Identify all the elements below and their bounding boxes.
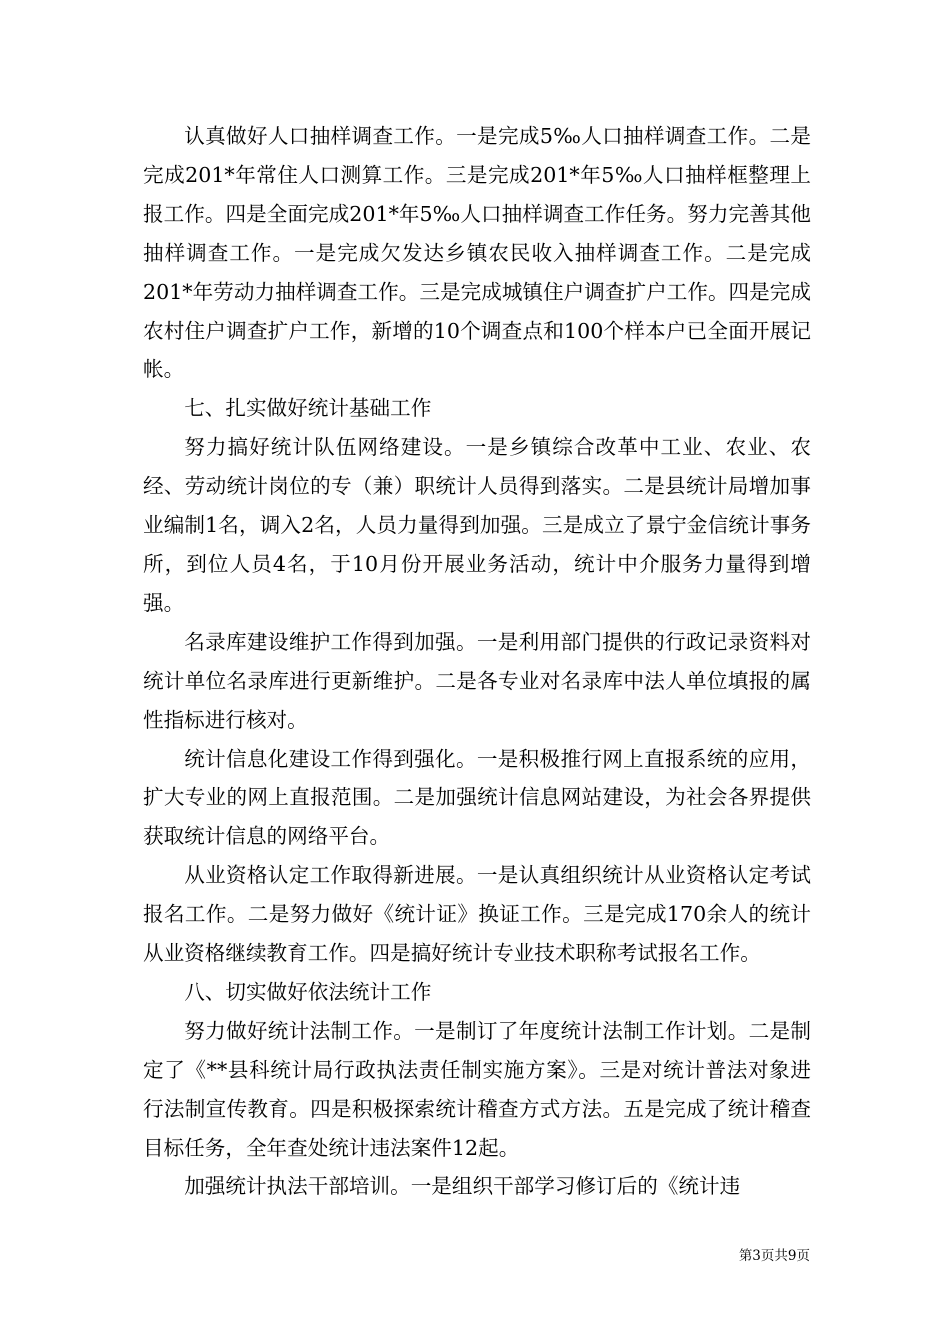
paragraph-population-sampling: 认真做好人口抽样调查工作。一是完成5‰人口抽样调查工作。二是完成201*年常住人口测算工作。三是完成201*年5‰人口抽样框整理上报工作。四是全面完成201*年5‰人口抽样调查工作任务。努力完善其他抽样调查工作。一是完成欠发达乡镇农民收入抽样调查工作。二是完成201*年劳动力抽样调查工作。三是完成城镇住户调查扩户工作。四是完成农村住户调查扩户工作，新增的10个调查点和100个样本户已全面开展记帐。 — [143, 124, 811, 382]
section-heading-eight: 八、切实做好依法统计工作 — [184, 979, 432, 1004]
paragraph-directory-maintenance: 名录库建设维护工作得到加强。一是利用部门提供的行政记录资料对统计单位名录库进行更新维护。二是各专业对名录库中法人单位填报的属性指标进行核对。 — [143, 629, 811, 732]
section-heading-seven: 七、扎实做好统计基础工作 — [184, 396, 432, 421]
paragraph-legal-work: 努力做好统计法制工作。一是制订了年度统计法制工作计划。二是制定了《**县科统计局行政执法责任制实施方案》。三是对统计普法对象进行法制宣传教育。四是积极探索统计稽查方式方法。五是完成了统计稽查目标任务，全年查处统计违法案件12起。 — [143, 1018, 811, 1160]
paragraph-qualification: 从业资格认定工作取得新进展。一是认真组织统计从业资格认定考试报名工作。二是努力做好《统计证》换证工作。三是完成170余人的统计从业资格继续教育工作。四是搞好统计专业技术职称考试报名工作。 — [143, 863, 811, 966]
document-body — [143, 117, 811, 1206]
paragraph-team-network: 努力搞好统计队伍网络建设。一是乡镇综合改革中工业、农业、农经、劳动统计岗位的专（兼）职统计人员得到落实。二是县统计局增加事业编制1名，调入2名，人员力量得到加强。三是成立了景宁金信统计事务所，到位人员4名，于10月份开展业务活动，统计中介服务力量得到增强。 — [143, 435, 811, 615]
page-number: 第3页共9页 — [738, 1248, 810, 1264]
paragraph-enforcement-training: 加强统计执法干部培训。一是组织干部学习修订后的《统计违 — [184, 1174, 741, 1199]
paragraph-informatization: 统计信息化建设工作得到强化。一是积极推行网上直报系统的应用，扩大专业的网上直报范围。二是加强统计信息网站建设，为社会各界提供获取统计信息的网络平台。 — [143, 746, 811, 849]
